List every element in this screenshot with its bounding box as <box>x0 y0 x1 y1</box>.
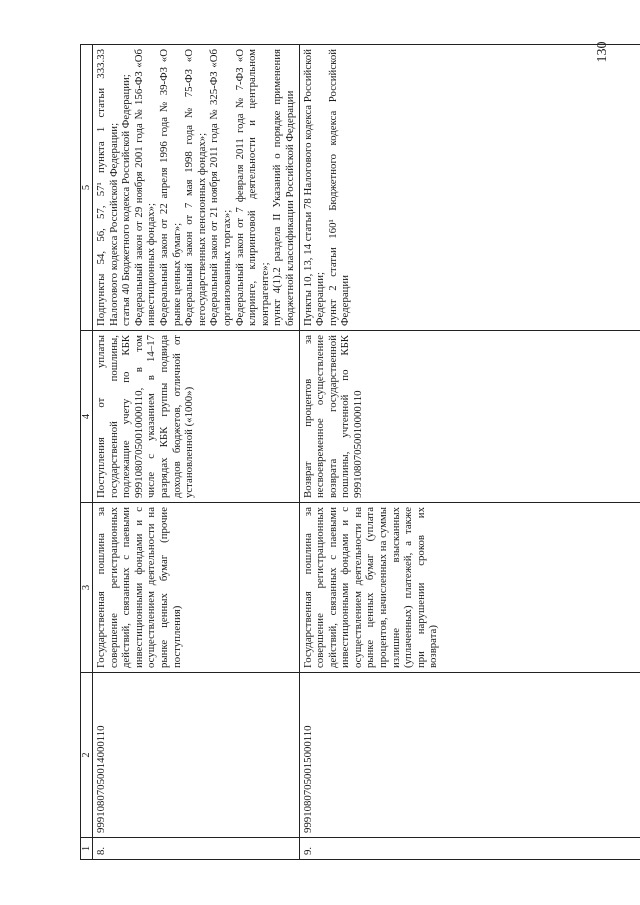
revenue-name: Государственная пошлина за совершение регистрационных действий, связанных с паевыми инвестиционными фондами и с осуществлением деятельности на рынке ценных бумаг (уплата процентов, начисленных на суммы излишне взысканных (уплаченных) платежей, а также при нарушении сроков их возврата) <box>299 503 640 673</box>
budget-classification-table <box>80 44 640 860</box>
legal-basis-item: Подпункты 54, 56, 57, 57¹ пункта 1 статьи 333.33 Налогового кодекса Российской Федерации; <box>95 49 120 326</box>
page-number: 130 <box>595 41 610 63</box>
header-cell-1: 1 <box>81 838 93 860</box>
revenue-name: Государственная пошлина за совершение регистрационных действий, связанных с паевыми инвестиционными фондами и с осуществлением деятельности на рынке ценных бумаг (прочие поступления) <box>93 503 300 673</box>
legal-basis <box>93 45 300 331</box>
legal-basis-item: Федеральный закон от 7 мая 1998 года № 75-ФЗ «О негосударственных пенсионных фондах»; <box>183 49 208 326</box>
budget-code: 99910807050014000110 <box>93 673 300 838</box>
revenue-description: Возврат процентов за несвоевременное осуществление возврата государственной пошлины, учтенной по КБК 99910807050010000110 <box>299 331 640 503</box>
legal-basis-item: Пункты 10, 13, 14 статьи 78 Налогового кодекса Российской Федерации; <box>301 49 327 326</box>
header-cell-5: 5 <box>81 45 93 331</box>
header-cell-2: 2 <box>81 673 93 838</box>
table-header-row <box>81 45 93 860</box>
rotated-table-container <box>80 45 632 860</box>
legal-basis <box>299 45 640 331</box>
header-cell-3: 3 <box>81 503 93 673</box>
legal-basis-item: статья 40 Бюджетного кодекса Российской Федерации; <box>120 74 133 326</box>
legal-basis-item: Федеральный закон от 21 ноября 2011 года № 325-ФЗ «Об организованных торгах»; <box>208 49 233 326</box>
legal-basis-item: Федеральный закон от 29 ноября 2001 года № 156-ФЗ «Об инвестиционных фондах»; <box>132 49 158 326</box>
legal-basis-item: пункт 4(1).2 раздела II Указаний о порядке применения бюджетной классификации Российской Федерации <box>271 49 296 326</box>
legal-basis-item: Федеральный закон от 22 апреля 1996 года № 39-ФЗ «О рынке ценных бумаг»; <box>157 49 183 326</box>
table-row <box>93 45 300 860</box>
row-number: 9. <box>299 838 640 860</box>
legal-basis-item: пункт 2 статьи 160¹ Бюджетного кодекса Российской Федерации <box>326 49 352 326</box>
legal-basis-item: Федеральный закон от 7 февраля 2011 года № 7-ФЗ «О клиринге, клиринговой деятельности и центральном контрагенте»; <box>233 49 271 326</box>
table-row <box>299 45 640 860</box>
row-number: 8. <box>93 838 300 860</box>
revenue-description: Поступления от уплаты государственной пошлины, подлежащие учету по КБК 99910807050010000110, в том числе с указанием в 14–17 разрядах КБК группы подвида доходов бюджетов, отличной от установленной («1000») <box>93 331 300 503</box>
header-cell-4: 4 <box>81 331 93 503</box>
budget-code: 99910807050015000110 <box>299 673 640 838</box>
